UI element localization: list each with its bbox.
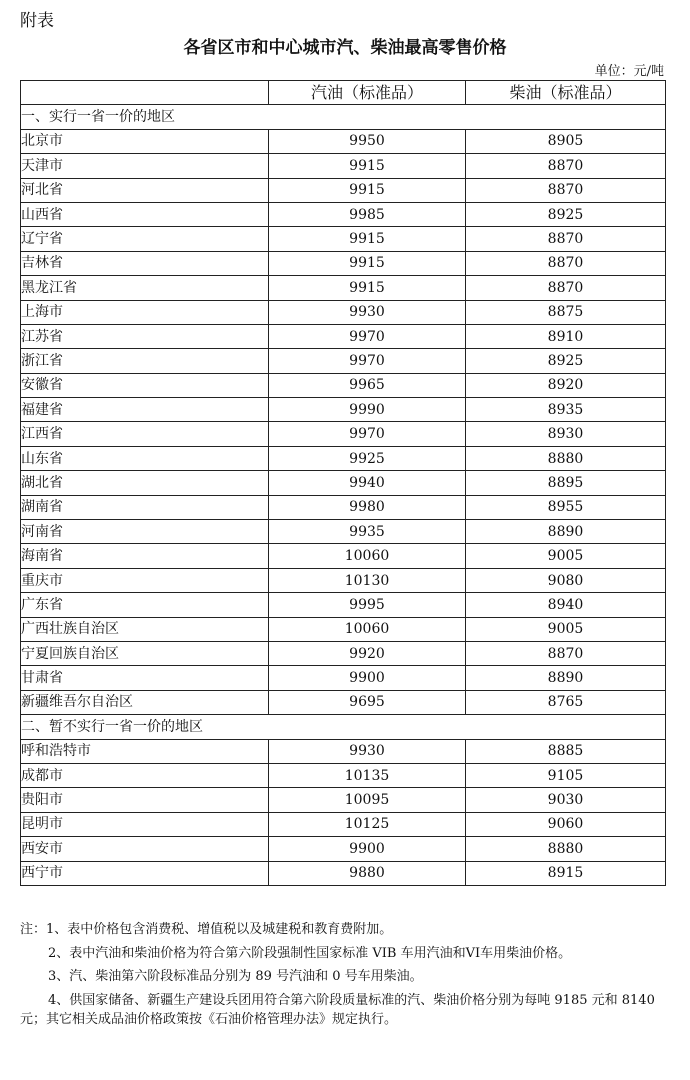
gasoline-price-cell: 9980 xyxy=(269,495,466,519)
table-row xyxy=(21,202,666,226)
note-1: 注：1、表中价格包含消费税、增值税以及城建税和教育费附加。 xyxy=(20,922,393,937)
region-cell: 成都市 xyxy=(21,763,269,787)
table-row xyxy=(21,349,666,373)
table-row xyxy=(21,788,666,812)
section-row xyxy=(21,105,666,129)
gasoline-price-cell: 9925 xyxy=(269,446,466,470)
gasoline-price-cell: 9995 xyxy=(269,593,466,617)
region-cell: 辽宁省 xyxy=(21,227,269,251)
region-cell: 北京市 xyxy=(21,129,269,153)
gasoline-price-cell: 9930 xyxy=(269,300,466,324)
gasoline-price-cell: 9970 xyxy=(269,349,466,373)
gasoline-price-cell: 9970 xyxy=(269,324,466,348)
diesel-price-cell: 8925 xyxy=(466,202,666,226)
region-cell: 昆明市 xyxy=(21,812,269,836)
table-row xyxy=(21,739,666,763)
diesel-price-cell: 8890 xyxy=(466,666,666,690)
note-3: 3、汽、柴油第六阶段标准品分别为 89 号汽油和 0 号车用柴油。 xyxy=(48,969,423,984)
section-label: 一、实行一省一价的地区 xyxy=(21,105,666,129)
region-cell: 海南省 xyxy=(21,544,269,568)
unit-label: 单位：元/吨 xyxy=(594,64,664,79)
gasoline-price-cell: 9930 xyxy=(269,739,466,763)
table-header-row xyxy=(21,81,666,105)
table-row xyxy=(21,154,666,178)
note-2: 2、表中汽油和柴油价格为符合第六阶段强制性国家标准 VIB 车用汽油和VI车用柴油价格。 xyxy=(48,945,572,961)
region-cell: 呼和浩特市 xyxy=(21,739,269,763)
table-row xyxy=(21,398,666,422)
table-row xyxy=(21,324,666,348)
gasoline-price-cell: 9920 xyxy=(269,641,466,665)
gasoline-price-cell: 9935 xyxy=(269,520,466,544)
region-cell: 河北省 xyxy=(21,178,269,202)
gasoline-price-cell: 9985 xyxy=(269,202,466,226)
table-row xyxy=(21,641,666,665)
table-row xyxy=(21,227,666,251)
diesel-price-cell: 8880 xyxy=(466,446,666,470)
diesel-price-cell: 8870 xyxy=(466,276,666,300)
region-cell: 山东省 xyxy=(21,446,269,470)
region-cell: 西安市 xyxy=(21,837,269,861)
table-row xyxy=(21,129,666,153)
diesel-price-cell: 9105 xyxy=(466,763,666,787)
diesel-price-cell: 8885 xyxy=(466,739,666,763)
page-title: 各省区市和中心城市汽、柴油最高零售价格 xyxy=(183,38,507,58)
note-4: 4、供国家储备、新疆生产建设兵团用符合第六阶段质量标准的汽、柴油价格分别为每吨 9185 元和 8140 元；其它相关成品油价格政策按《石油价格管理办法》规定执行。 xyxy=(20,992,655,1027)
gasoline-price-cell: 9970 xyxy=(269,422,466,446)
diesel-price-cell: 8915 xyxy=(466,861,666,885)
diesel-price-cell: 8880 xyxy=(466,837,666,861)
gasoline-price-cell: 9915 xyxy=(269,178,466,202)
gasoline-price-cell: 9915 xyxy=(269,251,466,275)
header-gasoline: 汽油（标准品） xyxy=(269,81,466,105)
table-row xyxy=(21,593,666,617)
diesel-price-cell: 8890 xyxy=(466,520,666,544)
region-cell: 上海市 xyxy=(21,300,269,324)
region-cell: 湖北省 xyxy=(21,471,269,495)
section-label: 二、暂不实行一省一价的地区 xyxy=(21,715,666,739)
table-row xyxy=(21,251,666,275)
region-cell: 新疆维吾尔自治区 xyxy=(21,690,269,714)
region-cell: 黑龙江省 xyxy=(21,276,269,300)
gasoline-price-cell: 9940 xyxy=(269,471,466,495)
gasoline-price-cell: 9950 xyxy=(269,129,466,153)
table-row xyxy=(21,373,666,397)
gasoline-price-cell: 9990 xyxy=(269,398,466,422)
header-diesel: 柴油（标准品） xyxy=(466,81,666,105)
diesel-price-cell: 9005 xyxy=(466,544,666,568)
region-cell: 广东省 xyxy=(21,593,269,617)
diesel-price-cell: 8875 xyxy=(466,300,666,324)
diesel-price-cell: 8895 xyxy=(466,471,666,495)
diesel-price-cell: 8765 xyxy=(466,690,666,714)
diesel-price-cell: 8955 xyxy=(466,495,666,519)
diesel-price-cell: 8940 xyxy=(466,593,666,617)
table-body xyxy=(21,105,666,886)
region-cell: 安徽省 xyxy=(21,373,269,397)
gasoline-price-cell: 9915 xyxy=(269,227,466,251)
table-row xyxy=(21,276,666,300)
diesel-price-cell: 8935 xyxy=(466,398,666,422)
table-row xyxy=(21,861,666,885)
region-cell: 天津市 xyxy=(21,154,269,178)
table-row xyxy=(21,568,666,592)
region-cell: 甘肃省 xyxy=(21,666,269,690)
region-cell: 吉林省 xyxy=(21,251,269,275)
table-row xyxy=(21,422,666,446)
table-row xyxy=(21,812,666,836)
region-cell: 浙江省 xyxy=(21,349,269,373)
region-cell: 广西壮族自治区 xyxy=(21,617,269,641)
region-cell: 江苏省 xyxy=(21,324,269,348)
notes xyxy=(20,920,670,1034)
gasoline-price-cell: 10135 xyxy=(269,763,466,787)
header-region xyxy=(21,81,269,105)
diesel-price-cell: 9060 xyxy=(466,812,666,836)
diesel-price-cell: 9080 xyxy=(466,568,666,592)
table-row xyxy=(21,520,666,544)
region-cell: 湖南省 xyxy=(21,495,269,519)
region-cell: 福建省 xyxy=(21,398,269,422)
appendix-label: 附表 xyxy=(20,11,54,31)
region-cell: 西宁市 xyxy=(21,861,269,885)
diesel-price-cell: 8870 xyxy=(466,178,666,202)
diesel-price-cell: 9005 xyxy=(466,617,666,641)
region-cell: 宁夏回族自治区 xyxy=(21,641,269,665)
region-cell: 重庆市 xyxy=(21,568,269,592)
table-row xyxy=(21,837,666,861)
gasoline-price-cell: 10125 xyxy=(269,812,466,836)
gasoline-price-cell: 9915 xyxy=(269,276,466,300)
table-row xyxy=(21,178,666,202)
gasoline-price-cell: 10060 xyxy=(269,617,466,641)
diesel-price-cell: 8870 xyxy=(466,227,666,251)
diesel-price-cell: 8905 xyxy=(466,129,666,153)
gasoline-price-cell: 9880 xyxy=(269,861,466,885)
gasoline-price-cell: 10130 xyxy=(269,568,466,592)
gasoline-price-cell: 9915 xyxy=(269,154,466,178)
gasoline-price-cell: 9695 xyxy=(269,690,466,714)
table-row xyxy=(21,666,666,690)
diesel-price-cell: 8920 xyxy=(466,373,666,397)
diesel-price-cell: 8870 xyxy=(466,641,666,665)
diesel-price-cell: 8870 xyxy=(466,154,666,178)
gasoline-price-cell: 10095 xyxy=(269,788,466,812)
price-table xyxy=(20,80,666,886)
section-row xyxy=(21,715,666,739)
region-cell: 山西省 xyxy=(21,202,269,226)
table-row xyxy=(21,471,666,495)
region-cell: 江西省 xyxy=(21,422,269,446)
region-cell: 河南省 xyxy=(21,520,269,544)
diesel-price-cell: 8925 xyxy=(466,349,666,373)
table-row xyxy=(21,544,666,568)
gasoline-price-cell: 9900 xyxy=(269,837,466,861)
table-row xyxy=(21,300,666,324)
table-row xyxy=(21,495,666,519)
diesel-price-cell: 8910 xyxy=(466,324,666,348)
diesel-price-cell: 8930 xyxy=(466,422,666,446)
table-row xyxy=(21,690,666,714)
region-cell: 贵阳市 xyxy=(21,788,269,812)
gasoline-price-cell: 9965 xyxy=(269,373,466,397)
gasoline-price-cell: 9900 xyxy=(269,666,466,690)
diesel-price-cell: 9030 xyxy=(466,788,666,812)
table-row xyxy=(21,763,666,787)
table-row xyxy=(21,446,666,470)
gasoline-price-cell: 10060 xyxy=(269,544,466,568)
diesel-price-cell: 8870 xyxy=(466,251,666,275)
table-row xyxy=(21,617,666,641)
